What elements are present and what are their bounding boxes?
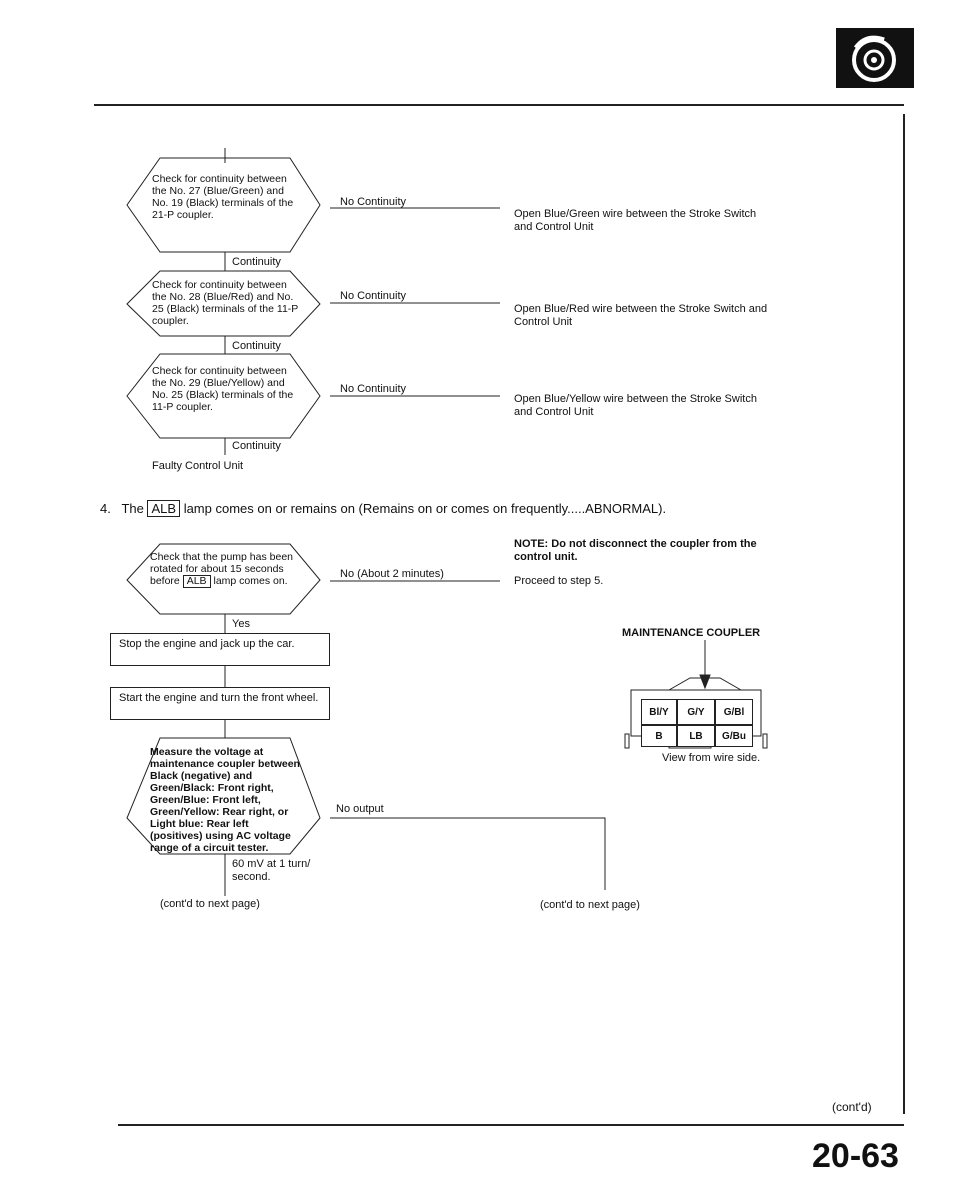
no-continuity-label-3: No Continuity xyxy=(340,383,407,395)
start-engine-box xyxy=(110,687,330,720)
no-continuity-label-1: No Continuity xyxy=(340,196,407,208)
start-engine-text: Start the engine and turn the front wheel. xyxy=(119,692,319,704)
contd-right: (cont'd to next page) xyxy=(540,899,640,911)
alb-lamp-label-2: ALB xyxy=(183,575,211,588)
coupler-caption: View from wire side. xyxy=(662,752,761,764)
coupler-cell-bl-y: Bl/Y xyxy=(641,699,677,725)
step-post: lamp comes on or remains on (Remains on or comes on frequently.....ABNORMAL). xyxy=(183,501,667,516)
check-pump-box xyxy=(150,551,305,588)
check-pump-text-a: Check that the pump has been rotated for about 15 seconds before xyxy=(150,551,294,587)
coupler-cell-lb: LB xyxy=(677,725,715,747)
continuity-label-1: Continuity xyxy=(232,256,281,268)
continuity-label-3: Continuity xyxy=(232,440,281,452)
contd-footer: (cont'd) xyxy=(832,1100,872,1114)
measure-voltage-box: Measure the voltage at maintenance coupler between Black (negative) and Green/Black: Front right, Green/Blue: Front left, Green/Yellow: Rear right, or Light blue: Rear left (positives) using AC voltage range of a circuit tester. xyxy=(150,746,300,854)
check-box-3: Check for continuity between the No. 29 (Blue/Yellow) and No. 25 (Black) terminals of the 11-P coupler. xyxy=(152,365,294,413)
result-text-2: Open Blue/Red wire between the Stroke Switch and Control Unit xyxy=(514,303,768,328)
coupler-cell-b2: B xyxy=(641,725,677,747)
contd-left: (cont'd to next page) xyxy=(160,898,260,910)
no-about-2-minutes: No (About 2 minutes) xyxy=(340,568,444,580)
check-box-2: Check for continuity between the No. 28 (Blue/Red) and No. 25 (Black) terminals of the 11-P coupler. xyxy=(152,279,299,327)
step-number: 4. xyxy=(100,501,111,516)
page-number: 20-63 xyxy=(812,1137,899,1175)
coupler-cell-g-bu: G/Bu xyxy=(715,725,753,747)
faulty-control-unit: Faulty Control Unit xyxy=(152,460,244,472)
step-4-heading xyxy=(100,500,666,517)
no-output-label: No output xyxy=(336,803,384,815)
no-continuity-label-2: No Continuity xyxy=(340,290,407,302)
alb-lamp-label: ALB xyxy=(147,500,180,517)
coupler-cell-g-y: G/Y xyxy=(677,699,715,725)
note-text: NOTE: Do not disconnect the coupler from the control unit. xyxy=(514,538,757,563)
check-box-1: Check for continuity between the No. 27 (Blue/Green) and No. 19 (Black) terminals of the 21-P coupler. xyxy=(152,173,294,221)
result-text-1: Open Blue/Green wire between the Stroke Switch and Control Unit xyxy=(514,208,757,233)
check-pump-text-b: lamp comes on. xyxy=(213,575,288,587)
continuity-label-2: Continuity xyxy=(232,340,281,352)
result-text-3: Open Blue/Yellow wire between the Stroke Switch and Control Unit xyxy=(514,393,757,418)
mv-label: 60 mV at 1 turn/ second. xyxy=(232,858,311,883)
proceed-text: Proceed to step 5. xyxy=(514,575,604,587)
step-pre: The xyxy=(121,501,144,516)
yes-label: Yes xyxy=(232,618,250,630)
coupler-cell-g-bl: G/Bl xyxy=(715,699,753,725)
coupler-title: MAINTENANCE COUPLER xyxy=(622,627,761,639)
stop-engine-text: Stop the engine and jack up the car. xyxy=(119,638,295,650)
stop-engine-box xyxy=(110,633,330,666)
